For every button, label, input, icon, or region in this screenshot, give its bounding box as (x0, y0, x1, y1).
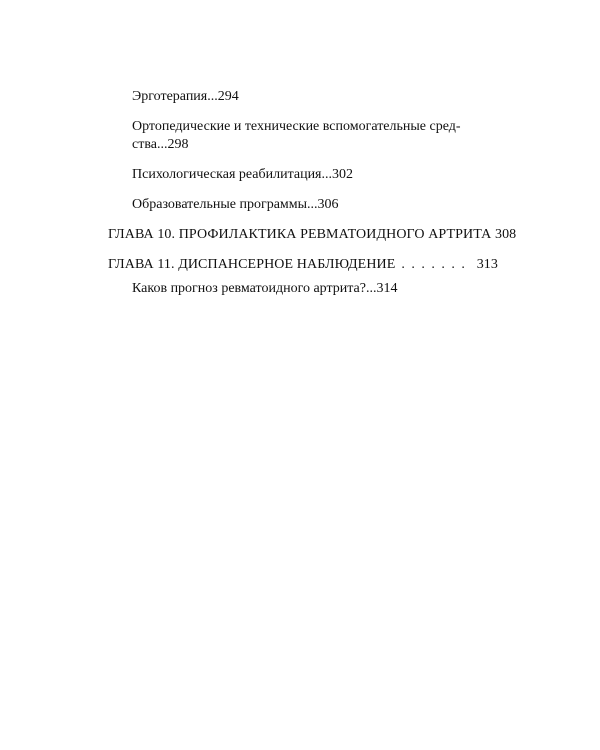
toc-chapter-11 (108, 256, 498, 274)
toc-chapter-11-title: ГЛАВА 11. ДИСПАНСЕРНОЕ НАБЛЮДЕНИЕ (108, 257, 396, 272)
toc-entry-ergotherapy: Эрготерапия...294 (132, 89, 239, 104)
toc-chapter-10: ГЛАВА 10. ПРОФИЛАКТИКА РЕВМАТОИДНОГО АРТРИТА 308 (108, 227, 517, 242)
dot-leader (401, 256, 470, 274)
toc-entry-orthopedic-aids: Ортопедические и технические вспомогательные сред-ства...298 (132, 119, 461, 152)
toc-entry-educational-programs: Образовательные программы...306 (132, 197, 339, 212)
toc-entry-psychological-rehab: Психологическая реабилитация...302 (132, 167, 353, 182)
toc-entry-prognosis: Каков прогноз ревматоидного артрита?...314 (132, 281, 398, 296)
table-of-contents (108, 88, 517, 310)
toc-chapter-11-page: 313 (476, 257, 498, 272)
